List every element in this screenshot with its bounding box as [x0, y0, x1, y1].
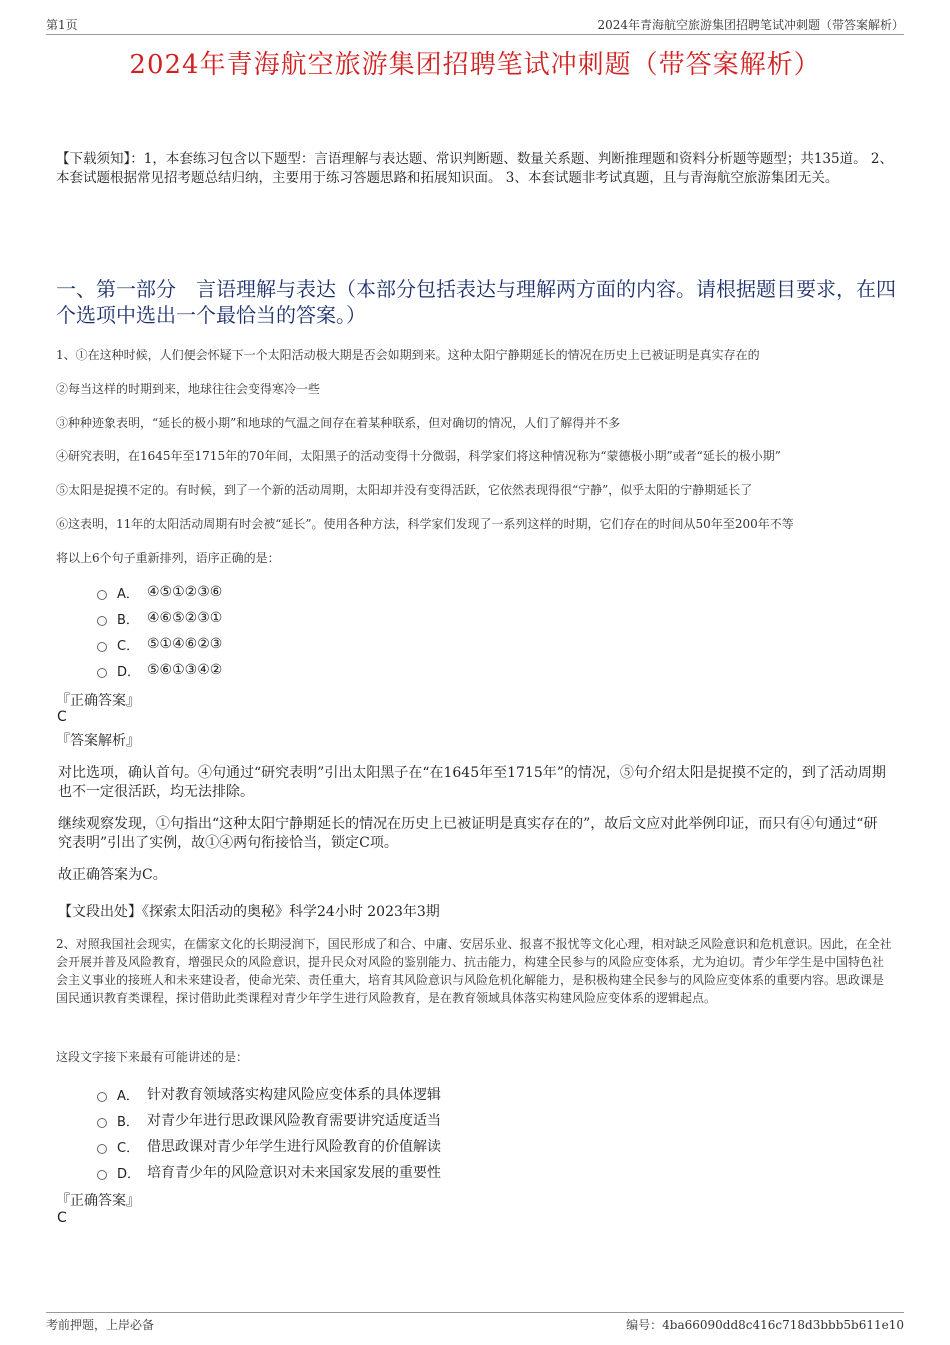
radio-icon[interactable] — [97, 590, 107, 600]
q1-analysis-conclusion: 故正确答案为C。 — [58, 867, 167, 883]
q2-answer-label: 『正确答案』 — [56, 1193, 140, 1209]
q1-source: 【文段出处】《探索太阳活动的奥秘》科学24小时 2023年3期 — [58, 904, 440, 920]
q1-line: ②每当这样的时期到来，地球往往会变得寒冷一些 — [56, 382, 321, 396]
q1-analysis-paragraph: 继续观察发现，①句指出“这种太阳宁静期延长的情况在历史上已被证明是真实存在的”，故后文应对此举例印证，而只有④句通过“研究表明”引出了实例，故①④两句衔接恰当，锁定C项。 — [58, 816, 878, 851]
section-heading: 一、第一部分 言语理解与表达（本部分包括表达与理解两方面的内容。请根据题目要求，在四个选项中选出一个最恰当的答案。） — [56, 277, 896, 327]
q2-question: 这段文字接下来最有可能讲述的是： — [56, 1050, 249, 1064]
q1-line: ③种种迹象表明，“延长的极小期”和地球的气温之间存在着某种联系，但对确切的情况，人们了解得并不多 — [56, 416, 621, 430]
q1-answer-label: 『正确答案』 — [56, 693, 140, 709]
q2-answer: C — [57, 1210, 67, 1226]
q1-line: ⑤太阳是捉摸不定的。有时候，到了一个新的活动周期，太阳却并没有变得活跃，它依然表现得很“宁静”，似乎太阳的宁静期延长了 — [56, 483, 753, 497]
q2-option-b[interactable]: B． 对青少年进行思政课风险教育需要讲究适度适当 — [97, 1110, 441, 1130]
header-divider — [46, 34, 904, 35]
q1-line: ⑥这表明，11年的太阳活动周期有时会被“延长”。使用各种方法，科学家们发现了一系列这样的时期，它们存在的时间从50年至200年不等 — [56, 517, 794, 531]
radio-icon[interactable] — [97, 1170, 107, 1180]
q1-prompt: 将以上6个句子重新排列，语序正确的是： — [56, 551, 280, 565]
q1-option-d[interactable]: D． ⑤⑥①③④② — [97, 660, 222, 680]
q1-option-a[interactable]: A． ④⑤①②③⑥ — [97, 582, 222, 602]
q1-option-b[interactable]: B． ④⑥⑤②③① — [97, 608, 222, 628]
radio-icon[interactable] — [97, 668, 107, 678]
footer-document-id: 编号：4ba66090dd8c416c718d3bbb5b611e10 — [626, 1318, 904, 1332]
radio-icon[interactable] — [97, 642, 107, 652]
footer-divider — [46, 1312, 904, 1313]
download-notice: 【下载须知】：1，本套练习包含以下题型：言语理解与表达题、常识判断题、数量关系题、判断推理题和资料分析题等题型；共135道。 2、本套试题根据常见招考题总结归纳，主要用于练习答题思路和拓展知识面。 3、本套试题非考试真题，且与青海航空旅游集团无关。 — [56, 151, 893, 186]
q1-line: ④研究表明，在1645年至1715年的70年间，太阳黑子的活动变得十分微弱，科学家们将这种情况称为“蒙德极小期”或者“延长的极小期” — [56, 449, 781, 463]
q2-stem: 2、对照我国社会现实，在儒家文化的长期浸润下，国民形成了和合、中庸、安居乐业、报喜不报忧等文化心理，相对缺乏风险意识和危机意识。因此，在全社会开展并普及风险教育，增强民众的风险意识，提升民众对风险的鉴别能力、抗击能力，构建全民参与的风险应变体系，尤为迫切。青少年学生是中国特色社会主义事业的接班人和未来建设者，使命光荣、责任重大，培育其风险意识与风险危机化解能力，是积极构建全民参与的风险应变体系的重要内容。思政课是国民通识教育类课程，探讨借助此类课程对青少年学生进行风险教育，是在教育领域具体落实构建风险应变体系的逻辑起点。 — [56, 937, 892, 1005]
q2-option-d[interactable]: D． 培育青少年的风险意识对未来国家发展的重要性 — [97, 1162, 441, 1182]
q1-line: 1、①在这种时候，人们便会怀疑下一个太阳活动极大期是否会如期到来。这种太阳宁静期延长的情况在历史上已被证明是真实存在的 — [56, 348, 760, 362]
q1-analysis-label: 『答案解析』 — [56, 733, 140, 749]
q2-option-c[interactable]: C． 借思政课对青少年学生进行风险教育的价值解读 — [97, 1136, 441, 1156]
footer-slogan: 考前押题，上岸必备 — [46, 1318, 155, 1332]
radio-icon[interactable] — [97, 1144, 107, 1154]
radio-icon[interactable] — [97, 616, 107, 626]
header-doc-title: 2024年青海航空旅游集团招聘笔试冲刺题（带答案解析） — [597, 18, 904, 32]
q1-answer: C — [57, 709, 67, 725]
q2-option-a[interactable]: A． 针对教育领域落实构建风险应变体系的具体逻辑 — [97, 1084, 441, 1104]
radio-icon[interactable] — [97, 1092, 107, 1102]
q1-analysis-paragraph: 对比选项，确认首句。④句通过“研究表明”引出太阳黑子在“在1645年至1715年”的情况，⑤句介绍太阳是捉摸不定的，到了活动周期也不一定很活跃，均无法排除。 — [58, 765, 886, 800]
header-page-number: 第1页 — [46, 18, 78, 32]
page-title: 2024年青海航空旅游集团招聘笔试冲刺题（带答案解析） — [129, 50, 821, 80]
radio-icon[interactable] — [97, 1118, 107, 1128]
q1-option-c[interactable]: C． ⑤①④⑥②③ — [97, 634, 222, 654]
